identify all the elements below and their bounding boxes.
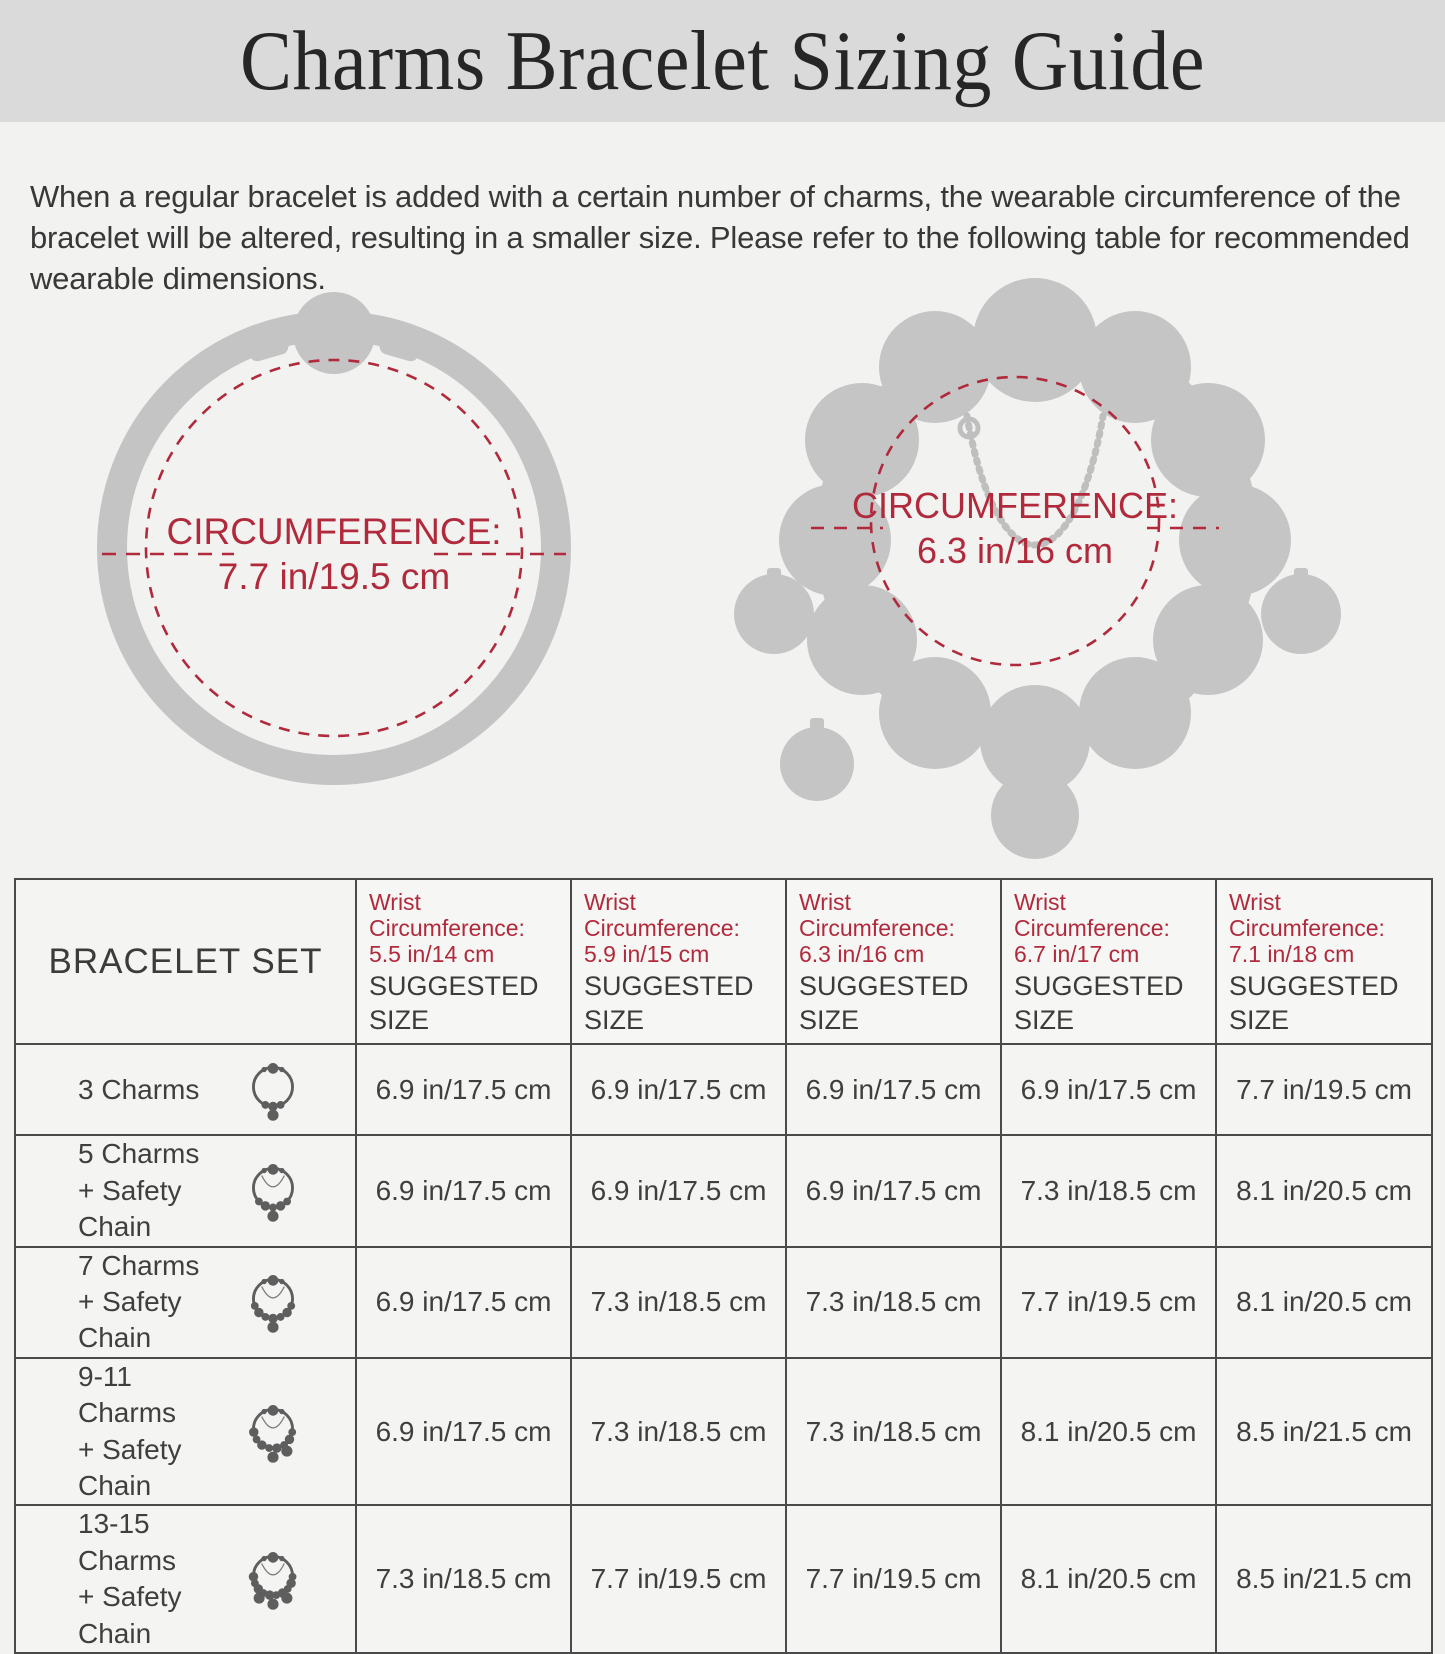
table-header-row	[15, 879, 1432, 1044]
size-cell: 8.5 in/21.5 cm	[1216, 1505, 1432, 1653]
size-cell: 8.1 in/20.5 cm	[1216, 1247, 1432, 1358]
table-row	[15, 1247, 1432, 1358]
row-label-line1: 9-11 Charms	[78, 1360, 177, 1429]
size-cell: 8.1 in/20.5 cm	[1001, 1505, 1216, 1653]
size-cell: 7.7 in/19.5 cm	[1001, 1247, 1216, 1358]
size-cell: 6.9 in/17.5 cm	[356, 1247, 571, 1358]
table-row	[15, 1505, 1432, 1653]
title-band	[0, 0, 1445, 122]
size-cell: 6.9 in/17.5 cm	[356, 1358, 571, 1506]
size-cell: 7.7 in/19.5 cm	[786, 1505, 1001, 1653]
bracelet-set-header: BRACELET SET	[15, 879, 356, 1044]
plain-bracelet-illustration	[62, 286, 622, 806]
size-cell: 7.3 in/18.5 cm	[571, 1247, 786, 1358]
column-header-wrist-6-3	[786, 879, 1001, 1044]
circumference-value: 6.3 in/16 cm	[916, 530, 1114, 571]
suggested-size-label: SUGGESTED SIZE	[1014, 970, 1184, 1035]
bracelet-set-icon	[237, 1546, 309, 1612]
table-row	[15, 1044, 1432, 1135]
size-cell: 8.1 in/20.5 cm	[1001, 1358, 1216, 1506]
suggested-size-label: SUGGESTED SIZE	[369, 970, 539, 1035]
row-header-13-15-charms	[15, 1505, 356, 1653]
row-label-line2: + Safety Chain	[78, 1174, 182, 1243]
suggested-size-label: SUGGESTED SIZE	[584, 970, 754, 1035]
row-label-line1: 7 Charms	[78, 1249, 200, 1281]
wrist-circumference-label: Wrist Circumference:	[799, 889, 955, 941]
row-header-3-charms	[15, 1044, 356, 1135]
size-cell: 6.9 in/17.5 cm	[356, 1135, 571, 1246]
row-label-line1: 5 Charms	[78, 1138, 200, 1170]
size-cell: 6.9 in/17.5 cm	[1001, 1044, 1216, 1135]
column-header-wrist-7-1	[1216, 879, 1432, 1044]
row-label-line2: + Safety Chain	[78, 1433, 182, 1501]
row-label-line1: 13-15 Charms	[78, 1508, 177, 1576]
wrist-circumference-label: Wrist Circumference:	[369, 889, 525, 941]
row-label-line1: 3 Charms	[78, 1073, 200, 1105]
charm-bracelet-illustration	[715, 278, 1360, 863]
size-cell: 6.9 in/17.5 cm	[786, 1044, 1001, 1135]
suggested-size-label: SUGGESTED SIZE	[799, 970, 969, 1035]
circumference-label: CIRCUMFERENCE:	[166, 511, 502, 552]
size-cell: 8.1 in/20.5 cm	[1216, 1135, 1432, 1246]
wrist-circumference-label: Wrist Circumference:	[1014, 889, 1170, 941]
size-cell: 6.9 in/17.5 cm	[571, 1135, 786, 1246]
wrist-circumference-value: 5.5 in/14 cm	[369, 940, 495, 967]
size-cell: 8.5 in/21.5 cm	[1216, 1358, 1432, 1506]
size-cell: 7.3 in/18.5 cm	[571, 1358, 786, 1506]
size-cell: 7.3 in/18.5 cm	[1001, 1135, 1216, 1246]
bracelet-set-icon	[237, 1269, 309, 1335]
clasp-ball-shape	[293, 292, 375, 374]
size-cell: 7.3 in/18.5 cm	[356, 1505, 571, 1653]
size-cell: 6.9 in/17.5 cm	[571, 1044, 786, 1135]
circumference-label: CIRCUMFERENCE:	[851, 485, 1179, 526]
bracelet-set-icon	[237, 1399, 309, 1465]
column-header-wrist-6-7	[1001, 879, 1216, 1044]
wrist-circumference-label: Wrist Circumference:	[1229, 889, 1385, 941]
row-header-5-charms	[15, 1135, 356, 1246]
circumference-value: 7.7 in/19.5 cm	[217, 556, 451, 597]
table-row	[15, 1358, 1432, 1506]
bracelet-set-icon	[237, 1158, 309, 1224]
wrist-circumference-value: 6.7 in/17 cm	[1014, 940, 1140, 967]
size-cell: 7.7 in/19.5 cm	[1216, 1044, 1432, 1135]
table-row	[15, 1135, 1432, 1246]
row-header-9-11-charms	[15, 1358, 356, 1506]
wrist-circumference-value: 6.3 in/16 cm	[799, 940, 925, 967]
suggested-size-label: SUGGESTED SIZE	[1229, 970, 1399, 1035]
bracelet-set-icon	[237, 1057, 309, 1123]
size-cell: 6.9 in/17.5 cm	[356, 1044, 571, 1135]
wrist-circumference-value: 5.9 in/15 cm	[584, 940, 710, 967]
row-label-line2: + Safety Chain	[78, 1286, 182, 1354]
clasp-bead	[973, 278, 1097, 402]
column-header-wrist-5-5	[356, 879, 571, 1044]
sizing-table	[14, 878, 1433, 1654]
row-label-line2: + Safety Chain	[78, 1581, 182, 1649]
page-title: Charms Bracelet Sizing Guide	[240, 13, 1205, 108]
column-header-wrist-5-9	[571, 879, 786, 1044]
intro-paragraph: When a regular bracelet is added with a certain number of charms, the wearable circumference of the bracelet will be altered, resulting in a smaller size. Please refer to the following table for recommended wearable dimensions.	[30, 179, 1410, 296]
size-cell: 6.9 in/17.5 cm	[786, 1135, 1001, 1246]
row-header-7-charms	[15, 1247, 356, 1358]
wrist-circumference-label: Wrist Circumference:	[584, 889, 740, 941]
wrist-circumference-value: 7.1 in/18 cm	[1229, 940, 1355, 967]
size-cell: 7.3 in/18.5 cm	[786, 1358, 1001, 1506]
size-cell: 7.3 in/18.5 cm	[786, 1247, 1001, 1358]
size-cell: 7.7 in/19.5 cm	[571, 1505, 786, 1653]
